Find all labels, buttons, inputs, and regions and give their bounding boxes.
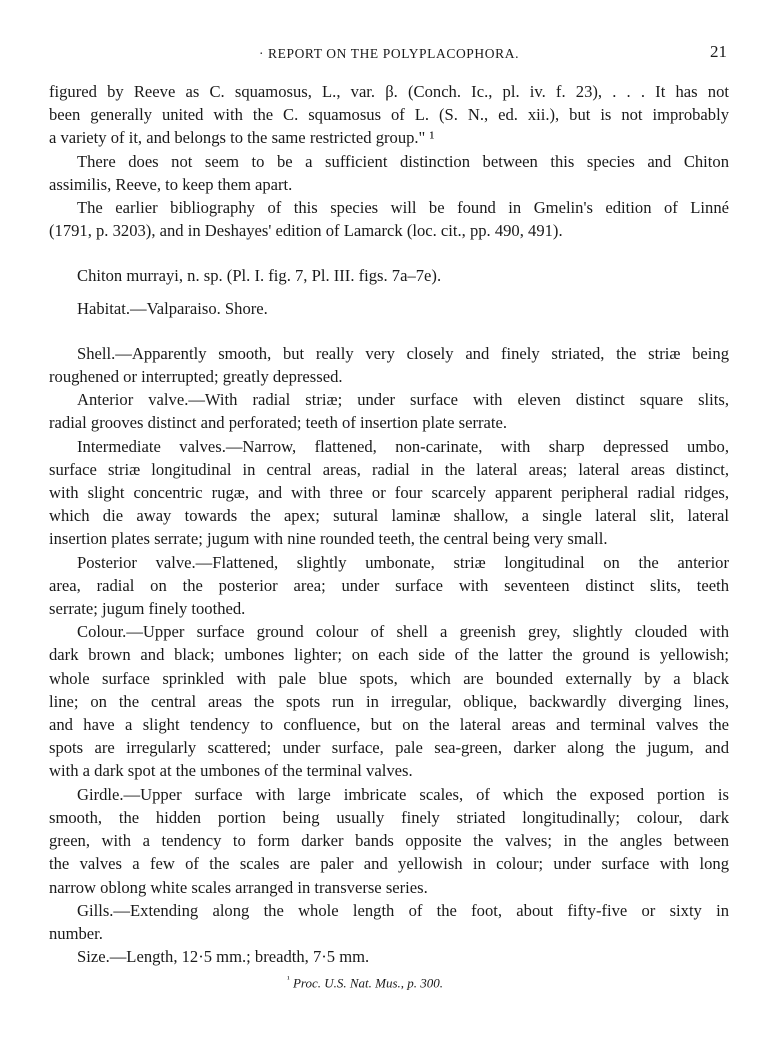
paragraph-posterior-valve (49, 551, 729, 621)
text-line: area, radial on the posterior area; under surface with seventeen distinct slits, teeth (49, 575, 729, 595)
footnote-text: Proc. U.S. Nat. Mus., p. 300. (292, 975, 444, 991)
page (49, 40, 729, 993)
footnote (49, 970, 729, 992)
text-line: whole surface sprinkled with pale blue spots, which are bounded externally by a black (49, 668, 729, 688)
text-line: insertion plates serrate; jugum with nine rounded teeth, the central being very small. (49, 529, 608, 549)
text-line: There does not seem to be a sufficient distinction between this species and Chiton (77, 151, 729, 171)
text-line: Anterior valve.—With radial striæ; under surface with eleven distinct square slits, (77, 390, 729, 410)
text-line: Shell.—Apparently smooth, but really very closely and finely striated, the striæ being (77, 343, 729, 363)
text-line: (1791, p. 3203), and in Deshayes' edition of Lamarck (loc. cit., pp. 490, 491). (49, 221, 563, 241)
text-line: Intermediate valves.—Narrow, flattened, non-carinate, with sharp depressed umbo, (77, 436, 729, 456)
species-heading (49, 264, 729, 287)
paragraph-bibliography (49, 196, 729, 242)
page-number: 21 (710, 42, 727, 61)
text-line: The earlier bibliography of this species will be found in Gmelin's edition of Linné (77, 198, 729, 218)
text-line: smooth, the hidden portion being usually finely striated longitudinally; colour, dark (49, 807, 729, 827)
text-line: Girdle.—Upper surface with large imbricate scales, of which the exposed portion is (77, 784, 729, 804)
text-line: Gills.—Extending along the whole length of the foot, about fifty-five or sixty in (77, 900, 729, 920)
text-line: narrow oblong white scales arranged in transverse series. (49, 877, 428, 897)
paragraph-girdle (49, 783, 729, 899)
text-line: surface striæ longitudinal in central areas, radial in the lateral areas; lateral areas distinct, (49, 459, 729, 479)
text-line: a variety of it, and belongs to the same restricted group." ¹ (49, 128, 435, 148)
text-line: figured by Reeve as C. squamosus, L., var. β. (Conch. Ic., pl. iv. f. 23), . . . It has not (49, 82, 729, 101)
text-line: Colour.—Upper surface ground colour of shell a greenish grey, slightly clouded with (77, 622, 729, 642)
running-header (49, 40, 729, 64)
text-line: been generally united with the C. squamosus of L. (S. N., ed. xii.), but is not improbably (49, 105, 729, 125)
habitat-line (49, 297, 729, 320)
paragraph-colour (49, 620, 729, 782)
text-line: spots are irregularly scattered; under surface, pale sea-green, darker along the jugum, and (49, 738, 729, 758)
text-line: with a dark spot at the umbones of the terminal valves. (49, 761, 413, 781)
paragraph-distinction (49, 150, 729, 196)
text-line: Posterior valve.—Flattened, slightly umbonate, striæ longitudinal on the anterior (77, 552, 729, 572)
footnote-marker: ¹ (287, 974, 290, 985)
paragraph-shell (49, 342, 729, 388)
species-title: Chiton murrayi, n. sp. (Pl. I. fig. 7, Pl. III. figs. 7a–7e). (77, 266, 442, 286)
paragraph-anterior-valve (49, 388, 729, 434)
running-title: · REPORT ON THE POLYPLACOPHORA. (258, 46, 520, 61)
paragraph-gills (49, 899, 729, 945)
text-line: serrate; jugum finely toothed. (49, 599, 246, 619)
text-line: line; on the central areas the spots run in irregular, oblique, backwardly diverging lines, (49, 691, 729, 711)
text-line: Size.—Length, 12·5 mm.; breadth, 7·5 mm. (77, 947, 370, 967)
paragraph-intermediate-valves (49, 435, 729, 551)
paragraph-reeve-quote (49, 80, 729, 150)
text-line: the valves a few of the scales are paler and yellowish in colour; under surface with long (49, 854, 729, 874)
text-line: which die away towards the apex; sutural laminæ shallow, a single lateral slit, lateral (49, 506, 729, 526)
habitat-text: Habitat.—Valparaiso. Shore. (77, 298, 268, 318)
text-line: number. (49, 923, 103, 943)
text-line: and have a slight tendency to confluence, but on the lateral areas and terminal valves the (49, 715, 729, 735)
text-line: dark brown and black; umbones lighter; on each side of the latter the ground is yellowish; (49, 645, 729, 665)
text-line: roughened or interrupted; greatly depressed. (49, 367, 343, 387)
text-line: assimilis, Reeve, to keep them apart. (49, 174, 293, 194)
text-line: radial grooves distinct and perforated; teeth of insertion plate serrate. (49, 413, 507, 433)
paragraph-size (49, 945, 729, 968)
text-line: green, with a tendency to form darker bands opposite the valves; in the angles between (49, 831, 729, 851)
text-line: with slight concentric rugæ, and with three or four scarcely apparent peripheral radial ridges, (49, 483, 729, 503)
